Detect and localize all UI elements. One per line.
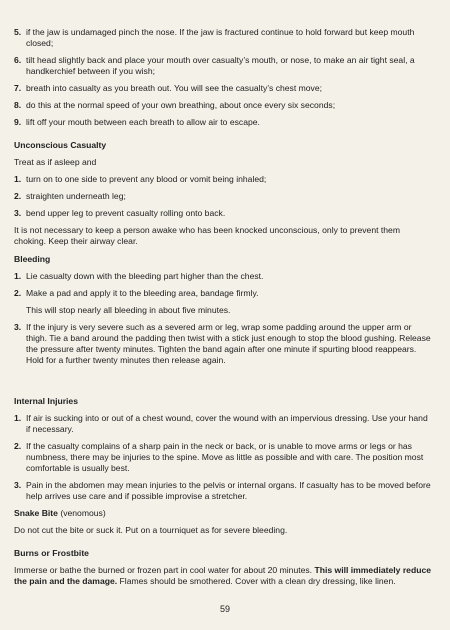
list-item (14, 271, 434, 282)
list-item (14, 174, 434, 185)
step-text: tilt head slightly back and place your mouth over casualty’s mouth, or nose, to make an air tight seal, a handkerchief between if you wish; (26, 55, 415, 76)
list-item (14, 441, 434, 474)
burns-text (14, 565, 434, 587)
list-item (14, 83, 434, 94)
step-text: If air is sucking into or out of a chest wound, cover the wound with an impervious dressing. Use your hand if necessary. (26, 413, 428, 434)
unconscious-section (14, 140, 434, 253)
section-heading: Bleeding (14, 254, 51, 264)
step-number: 1. (14, 174, 22, 184)
section-intro: Treat as if asleep and (14, 157, 97, 167)
step-number: 5. (14, 27, 22, 37)
list-item (14, 100, 434, 111)
step-text: if the jaw is undamaged pinch the nose. If the jaw is fractured continue to hold forward but keep mouth closed; (26, 27, 415, 48)
list-item (14, 191, 434, 202)
snake-bite-text: Do not cut the bite or suck it. Put on a tourniquet as for severe bleeding. (14, 525, 288, 535)
list-item (14, 480, 434, 502)
step-number: 1. (14, 271, 22, 281)
step-number: 2. (14, 441, 22, 451)
bleeding-section (14, 254, 434, 372)
step-text: If the casualty complains of a sharp pain in the neck or back, or is unable to move arms or legs or has numbness, there may be injuries to the spine. Move as little as possible and with care. The position most comfortable is usually best. (26, 441, 424, 473)
step-number: 3. (14, 208, 22, 218)
list-item (14, 117, 434, 128)
bleeding-subnote: This will stop nearly all bleeding in about five minutes. (26, 305, 231, 315)
step-text: turn on to one side to prevent any blood or vomit being inhaled; (26, 174, 267, 184)
snake-heading-bold: Snake Bite (14, 508, 58, 518)
snake-bite-section (14, 508, 434, 542)
step-text: breath into casualty as you breath out. You will see the casualty’s chest move; (26, 83, 323, 93)
section-heading: Burns or Frostbite (14, 548, 89, 558)
snake-heading-suffix: (venomous) (57, 508, 106, 518)
section-note: It is not necessary to keep a person awake who has been knocked unconscious, only to prevent them choking. Keep their airway clear. (14, 225, 400, 246)
step-number: 9. (14, 117, 22, 127)
step-number: 2. (14, 191, 22, 201)
burns-text-b: Flames should be smothered. Cover with a clean dry dressing, like linen. (117, 576, 396, 586)
page-number: 59 (219, 604, 230, 614)
list-item (14, 288, 434, 299)
step-text: lift off your mouth between each breath to allow air to escape. (26, 117, 260, 127)
step-text: bend upper leg to prevent casualty rolling onto back. (26, 208, 226, 218)
step-number: 3. (14, 480, 22, 490)
step-number: 8. (14, 100, 22, 110)
step-number: 1. (14, 413, 22, 423)
section-heading: Unconscious Casualty (14, 140, 107, 150)
step-text: Pain in the abdomen may mean injuries to the pelvis or internal organs. If casualty has to be moved before help arrives use care and if possible improvise a stretcher. (26, 480, 431, 501)
step-number: 6. (14, 55, 22, 65)
section-heading: Internal Injuries (14, 396, 78, 406)
burns-section (14, 548, 434, 593)
list-item (14, 208, 434, 219)
list-item (14, 413, 434, 435)
list-item (14, 27, 434, 49)
list-item (14, 322, 434, 366)
step-number: 2. (14, 288, 22, 298)
internal-injuries-section (14, 396, 434, 508)
step-number: 3. (14, 322, 22, 332)
step-text: Make a pad and apply it to the bleeding area, bandage firmly. (26, 288, 259, 298)
section-heading (14, 508, 434, 519)
burns-text-bold: This will immediately reduce the pain and the damage. (14, 565, 432, 586)
burns-text-a: Immerse or bathe the burned or frozen part in cool water for about 20 minutes. (14, 565, 315, 575)
step-text: straighten underneath leg; (26, 191, 126, 201)
step-text: do this at the normal speed of your own breathing, about once every six seconds; (26, 100, 336, 110)
rescue-breathing-steps (14, 27, 434, 134)
step-number: 7. (14, 83, 22, 93)
step-text: Lie casualty down with the bleeding part higher than the chest. (26, 271, 264, 281)
list-item (14, 55, 434, 77)
step-text: If the injury is very severe such as a severed arm or leg, wrap some padding around the upper arm or thigh. Tie a band around the padding then twist with a stick just enough to stop the blood gushing. Release the pressure after twenty minutes. Tighten the band again after one minute if spurting blood reappears. Hold for a further twenty minutes then release again. (26, 322, 431, 365)
